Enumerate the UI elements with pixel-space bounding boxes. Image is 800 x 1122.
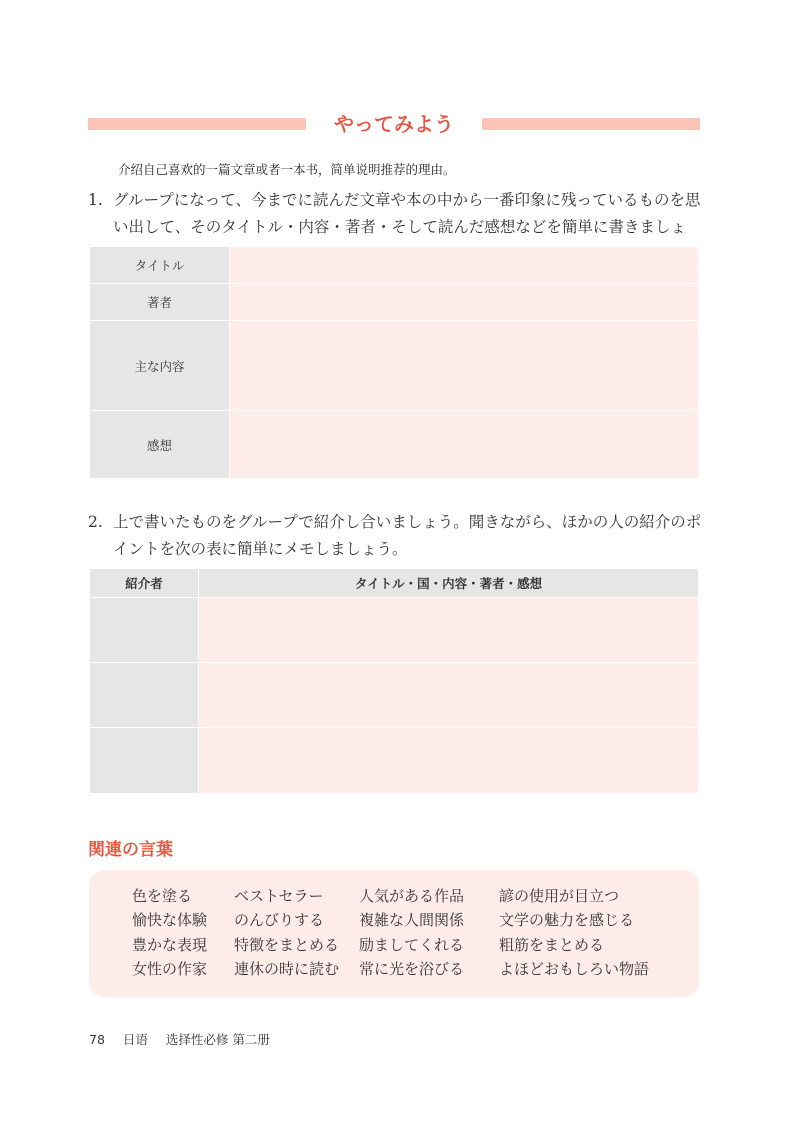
- word-column-1: [132, 884, 207, 981]
- table-row: [90, 663, 699, 728]
- impression-entry-cell[interactable]: [230, 411, 699, 479]
- word-item: 励ましてくれる: [359, 935, 465, 954]
- word-item: 色を塗る: [132, 887, 193, 905]
- word-item: 愉快な体験: [132, 911, 208, 930]
- question-1-text: グループになって、今までに読んだ文章や本の中から一番印象に残っているものを思い出して、そのタイトル・内容・著者・そして読んだ感想などを簡単に書きましょ: [113, 191, 701, 236]
- word-item: 特徴をまとめる: [234, 935, 340, 954]
- row-label-impression: 感想: [90, 411, 230, 479]
- book-info-table: [89, 246, 699, 479]
- question-2: [88, 509, 703, 563]
- author-entry-cell[interactable]: [230, 284, 699, 321]
- intro-text: 介绍自己喜欢的一篇文章或者一本书，简单说明推荐的理由。: [118, 162, 456, 177]
- word-item: のんびりする: [234, 911, 325, 930]
- word-item: 豊かな表現: [132, 935, 208, 954]
- memo-cell[interactable]: [199, 598, 699, 663]
- word-item: 複雑な人間関係: [359, 911, 465, 930]
- memo-cell[interactable]: [199, 728, 699, 794]
- question-2-text: 上で書いたものをグループで紹介し合いましょう。聞きながら、ほかの人の紹介のポイントを次の表に簡単にメモしましょう。: [113, 513, 702, 558]
- table-row: [90, 728, 699, 794]
- table-row: [90, 411, 699, 479]
- word-column-2: [234, 884, 339, 981]
- row-label-title: タイトル: [90, 247, 230, 284]
- table-row: [90, 284, 699, 321]
- col-header-presenter: 紹介者: [90, 569, 199, 598]
- book-name: 日语: [122, 1032, 148, 1047]
- header-bar-right: [482, 118, 700, 130]
- word-column-3: [359, 884, 464, 981]
- row-label-author: 著者: [90, 284, 230, 321]
- book-series: 选择性必修 第二册: [165, 1032, 270, 1047]
- word-item: 連休の時に読む: [234, 959, 340, 978]
- header-bar-left: [88, 118, 306, 130]
- word-item: 女性の作家: [132, 959, 208, 978]
- word-item: 常に光を浴びる: [359, 959, 465, 978]
- title-entry-cell[interactable]: [230, 247, 699, 284]
- word-item: 諺の使用が目立つ: [499, 887, 620, 905]
- memo-cell[interactable]: [199, 663, 699, 728]
- presenter-cell[interactable]: [90, 728, 199, 794]
- word-item: よほどおもしろい物語: [499, 959, 650, 978]
- word-column-4: [499, 884, 649, 981]
- page-number: 78: [89, 1032, 105, 1047]
- table-row: [90, 247, 699, 284]
- related-words-box: [89, 870, 699, 997]
- question-1-number: 1.: [88, 191, 103, 209]
- page-footer: [89, 1030, 284, 1048]
- table-row: [90, 321, 699, 411]
- introduction-memo-table: [89, 568, 699, 794]
- word-item: 粗筋をまとめる: [499, 935, 605, 954]
- word-item: 人気がある作品: [359, 887, 465, 905]
- question-2-number: 2.: [88, 513, 103, 531]
- related-words-title: 関連の言葉: [88, 840, 173, 860]
- presenter-cell[interactable]: [90, 663, 199, 728]
- section-header: [88, 108, 700, 140]
- content-entry-cell[interactable]: [230, 321, 699, 411]
- word-item: ベストセラー: [234, 887, 324, 905]
- section-title: やってみよう: [334, 112, 454, 136]
- col-header-details: タイトル・国・内容・著者・感想: [199, 569, 699, 598]
- table-header-row: [90, 569, 699, 598]
- word-item: 文学の魅力を感じる: [499, 911, 635, 930]
- row-label-content: 主な内容: [90, 321, 230, 411]
- presenter-cell[interactable]: [90, 598, 199, 663]
- table-row: [90, 598, 699, 663]
